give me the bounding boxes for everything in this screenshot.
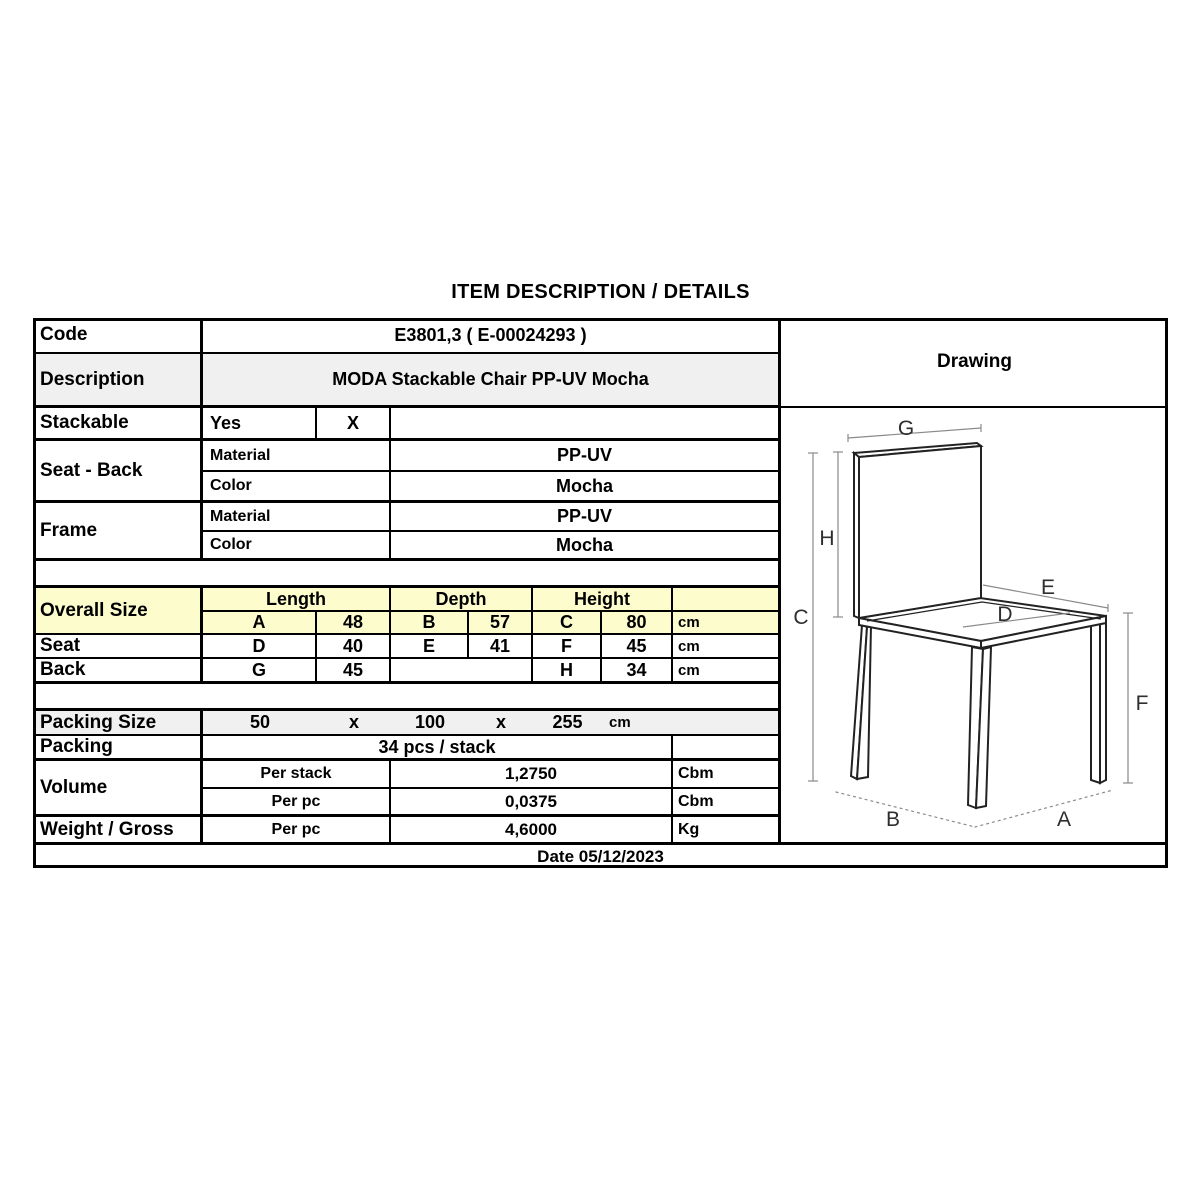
stackable-label: Stackable xyxy=(33,408,203,441)
spacer-row-2 xyxy=(33,684,778,711)
packing-size-x2: x xyxy=(495,712,506,732)
overall-height-value: 80 xyxy=(602,612,673,635)
chair-drawing xyxy=(781,408,1168,842)
size-header-length: Length xyxy=(203,588,391,612)
seat-height-key: F xyxy=(533,635,602,659)
overall-height-key: C xyxy=(533,612,602,635)
back-length-value: 45 xyxy=(317,659,391,684)
description-label: Description xyxy=(33,354,203,408)
packing-value: 34 pcs / stack xyxy=(203,736,673,761)
volume-per-pc-unit: Cbm xyxy=(673,789,778,817)
seat-back-color-label: Color xyxy=(203,472,391,503)
stackable-answer: Yes xyxy=(203,408,317,441)
overall-depth-key: B xyxy=(391,612,469,635)
seat-back-material-value: PP-UV xyxy=(391,441,778,472)
dim-label-c: C xyxy=(793,606,809,629)
packing-size-unit: cm xyxy=(609,714,631,731)
dim-label-e: E xyxy=(1040,576,1056,599)
seat-unit: cm xyxy=(673,635,778,659)
packing-size-values xyxy=(203,711,778,736)
page-title: ITEM DESCRIPTION / DETAILS xyxy=(451,281,750,303)
seat-back-color-value: Mocha xyxy=(391,472,778,503)
stackable-empty-cell xyxy=(391,408,778,441)
back-unit: cm xyxy=(673,659,778,684)
seat-length-key: D xyxy=(203,635,317,659)
overall-length-value: 48 xyxy=(317,612,391,635)
seat-depth-value: 41 xyxy=(469,635,533,659)
seat-length-value: 40 xyxy=(317,635,391,659)
seat-depth-key: E xyxy=(391,635,469,659)
frame-color-value: Mocha xyxy=(391,532,778,561)
packing-label: Packing xyxy=(33,736,203,761)
weight-label: Weight / Gross xyxy=(33,817,203,845)
packing-size-x1: x xyxy=(348,712,359,732)
packing-size-v3: 255 xyxy=(552,712,583,732)
seat-back-label: Seat - Back xyxy=(33,441,203,503)
overall-depth-value: 57 xyxy=(469,612,533,635)
volume-per-stack-value: 1,2750 xyxy=(391,761,673,789)
weight-unit: Kg xyxy=(673,817,778,845)
packing-size-v1: 50 xyxy=(249,712,271,732)
size-header-depth: Depth xyxy=(391,588,533,612)
code-value: E3801,3 ( E-00024293 ) xyxy=(203,318,778,354)
seat-height-value: 45 xyxy=(602,635,673,659)
overall-unit: cm xyxy=(673,612,778,635)
overall-length-key: A xyxy=(203,612,317,635)
back-height-value: 34 xyxy=(602,659,673,684)
weight-per-pc-value: 4,6000 xyxy=(391,817,673,845)
volume-per-pc-label: Per pc xyxy=(203,789,391,817)
size-header-height: Height xyxy=(533,588,673,612)
volume-per-stack-label: Per stack xyxy=(203,761,391,789)
dim-label-b: B xyxy=(885,808,901,831)
spacer-row-1 xyxy=(33,561,778,588)
volume-per-pc-value: 0,0375 xyxy=(391,789,673,817)
packing-empty-cell xyxy=(673,736,778,761)
size-header-unit-empty xyxy=(673,588,778,612)
frame-material-value: PP-UV xyxy=(391,503,778,532)
seat-back-material-label: Material xyxy=(203,441,391,472)
back-length-key: G xyxy=(203,659,317,684)
frame-label: Frame xyxy=(33,503,203,561)
description-value: MODA Stackable Chair PP-UV Mocha xyxy=(203,354,778,408)
packing-size-v2: 100 xyxy=(414,712,446,732)
drawing-panel xyxy=(778,318,1168,845)
back-depth-empty xyxy=(391,659,533,684)
dim-label-f: F xyxy=(1135,692,1149,715)
code-label: Code xyxy=(33,318,203,354)
back-row-label: Back xyxy=(33,659,203,684)
seat-row-label: Seat xyxy=(33,635,203,659)
dim-label-h: H xyxy=(819,527,835,550)
frame-material-label: Material xyxy=(203,503,391,532)
packing-size-label: Packing Size xyxy=(33,711,203,736)
volume-label: Volume xyxy=(33,761,203,817)
stackable-mark: X xyxy=(317,408,391,441)
weight-per-pc-label: Per pc xyxy=(203,817,391,845)
drawing-area xyxy=(781,408,1168,845)
date-row: Date 05/12/2023 xyxy=(537,846,664,866)
spec-table xyxy=(33,318,1168,868)
drawing-title: Drawing xyxy=(781,318,1168,408)
dim-label-d: D xyxy=(997,603,1013,626)
back-height-key: H xyxy=(533,659,602,684)
dim-label-a: A xyxy=(1056,808,1072,831)
dim-label-g: G xyxy=(897,417,915,440)
volume-per-stack-unit: Cbm xyxy=(673,761,778,789)
overall-size-label: Overall Size xyxy=(33,588,203,635)
frame-color-label: Color xyxy=(203,532,391,561)
